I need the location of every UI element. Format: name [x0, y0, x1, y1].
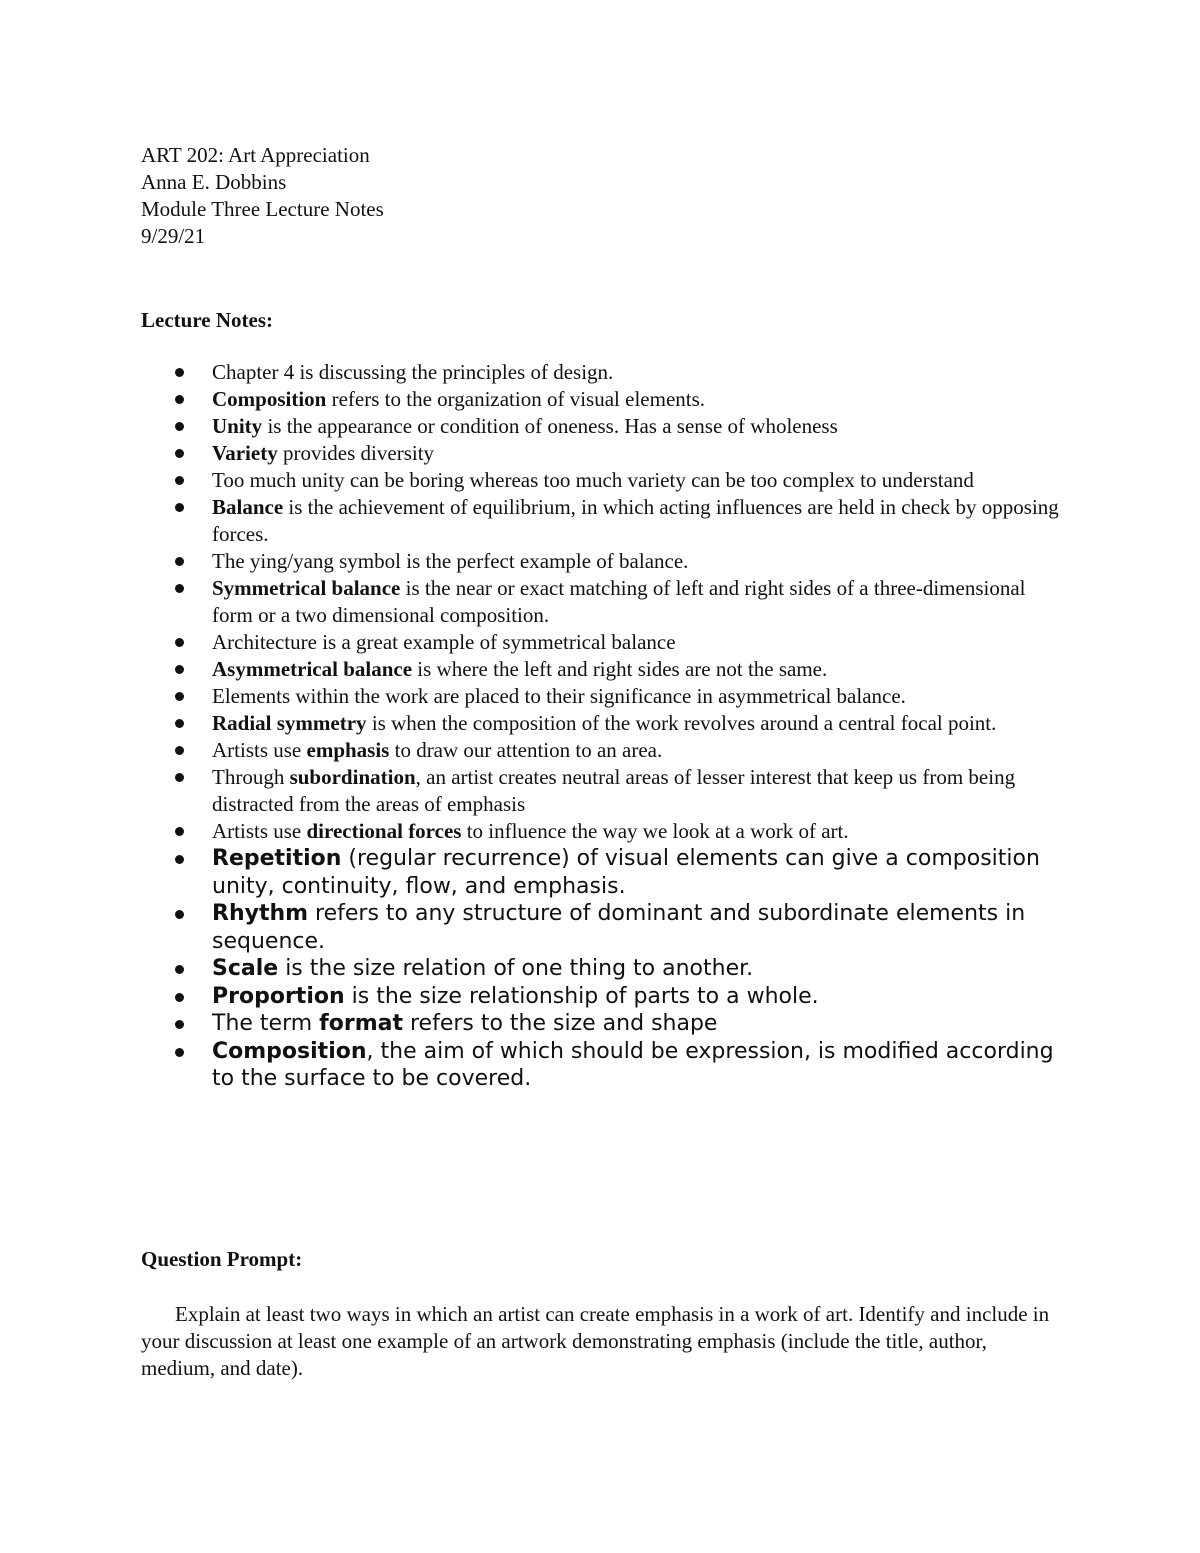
item-lead-text: Through: [212, 765, 290, 789]
bullet-icon: [175, 692, 184, 701]
student-name: Anna E. Dobbins: [141, 170, 287, 194]
item-text: is the size relation of one thing to another.: [278, 956, 754, 981]
list-item: [141, 440, 1061, 467]
bullet-icon: [175, 584, 184, 593]
item-text: The ying/yang symbol is the perfect example of balance.: [212, 549, 689, 573]
course-title: ART 202: Art Appreciation: [141, 143, 370, 167]
list-item: [141, 764, 1061, 818]
item-text: is the achievement of equilibrium, in which acting influences are held in check by opposing forces.: [212, 495, 1059, 546]
item-text: is where the left and right sides are not the same.: [412, 657, 828, 681]
item-term: subordination: [289, 765, 416, 789]
item-term: Rhythm: [212, 901, 309, 926]
item-term: Repetition: [212, 846, 342, 871]
item-term: Unity: [212, 414, 263, 438]
bullet-icon: [175, 476, 184, 485]
list-item: [141, 575, 1061, 629]
item-text: Too much unity can be boring whereas too much variety can be too complex to understand: [212, 468, 974, 492]
list-item: [141, 737, 1061, 764]
item-text: Architecture is a great example of symmetrical balance: [212, 630, 676, 654]
item-term: Symmetrical balance: [212, 576, 401, 600]
item-text: Chapter 4 is discussing the principles of design.: [212, 360, 614, 384]
list-item: [141, 359, 1061, 386]
list-item: [141, 983, 1061, 1011]
assignment-title: Module Three Lecture Notes: [141, 197, 384, 221]
bullet-icon: [175, 638, 184, 647]
item-text: refers to the organization of visual elements.: [326, 387, 706, 411]
item-term: Scale: [212, 956, 279, 981]
bullet-icon: [175, 1048, 184, 1057]
bullet-icon: [175, 665, 184, 674]
item-term: Proportion: [212, 983, 345, 1009]
item-term: Composition: [212, 387, 327, 411]
list-item: [141, 900, 1061, 955]
item-text: refers to the size and shape: [402, 1011, 718, 1036]
item-lead-text: Artists use: [212, 738, 307, 762]
list-item: [141, 683, 1061, 710]
item-text: to influence the way we look at a work of art.: [461, 819, 849, 843]
list-item: [141, 710, 1061, 737]
bullet-icon: [175, 746, 184, 755]
item-text: , the aim of which should be expression, is modified according to the surface to be covered.: [212, 1038, 1054, 1091]
list-item: [141, 413, 1061, 440]
item-text: is the size relationship of parts to a whole.: [344, 983, 819, 1009]
list-item: [141, 629, 1061, 656]
question-prompt-heading: Question Prompt:: [141, 1247, 303, 1271]
bullet-icon: [175, 855, 184, 864]
item-text: , an artist creates neutral areas of lesser interest that keep us from being distracted from the areas of emphasis: [212, 765, 1016, 816]
item-term: Variety: [212, 441, 278, 465]
bullet-icon: [175, 827, 184, 836]
list-item: [141, 1038, 1061, 1093]
list-item: [141, 818, 1061, 845]
item-term: Composition: [212, 1038, 367, 1064]
item-text: to draw our attention to an area.: [389, 738, 663, 762]
item-text: Elements within the work are placed to their significance in asymmetrical balance.: [212, 684, 906, 708]
item-term: Radial symmetry: [212, 711, 367, 735]
bullet-icon: [175, 719, 184, 728]
lecture-notes-list: [141, 359, 1061, 1093]
bullet-icon: [175, 395, 184, 404]
bullet-icon: [175, 910, 184, 919]
bullet-icon: [175, 557, 184, 566]
list-item: [141, 467, 1061, 494]
bullet-icon: [175, 773, 184, 782]
list-item: [141, 386, 1061, 413]
item-text: is the near or exact matching of left and right sides of a three-dimensional form or a two dimensional composition.: [212, 576, 1026, 627]
document-header: [141, 142, 384, 250]
question-prompt-text: Explain at least two ways in which an artist can create emphasis in a work of art. Identify and include in your discussion at least one example of an artwork demonstrating emphasis (include the title, author, medium, and date).: [141, 1302, 1050, 1380]
bullet-icon: [175, 993, 184, 1002]
item-text: (regular recurrence) of visual elements can give a composition unity, continuity, flow, and emphasis.: [212, 846, 1040, 899]
bullet-icon: [175, 1020, 184, 1029]
document-date: 9/29/21: [141, 224, 206, 248]
item-term: Balance: [212, 495, 284, 519]
item-text: refers to any structure of dominant and subordinate elements in sequence.: [212, 901, 1026, 954]
bullet-icon: [175, 965, 184, 974]
list-item: [141, 845, 1061, 900]
list-item: [141, 548, 1061, 575]
item-term: emphasis: [306, 738, 390, 762]
item-text: provides diversity: [277, 441, 435, 465]
list-item: [141, 494, 1061, 548]
item-lead-text: The term: [212, 1011, 320, 1036]
list-item: [141, 656, 1061, 683]
item-term: directional forces: [306, 819, 462, 843]
item-text: is the appearance or condition of oneness. Has a sense of wholeness: [262, 414, 838, 438]
bullet-icon: [175, 449, 184, 458]
item-term: format: [319, 1011, 403, 1036]
lecture-notes-heading: Lecture Notes:: [141, 308, 273, 332]
list-item: [141, 955, 1061, 983]
bullet-icon: [175, 503, 184, 512]
item-term: Asymmetrical balance: [212, 657, 413, 681]
list-item: [141, 1010, 1061, 1038]
item-text: is when the composition of the work revolves around a central focal point.: [366, 711, 997, 735]
bullet-icon: [175, 422, 184, 431]
bullet-icon: [175, 368, 184, 377]
item-lead-text: Artists use: [212, 819, 307, 843]
